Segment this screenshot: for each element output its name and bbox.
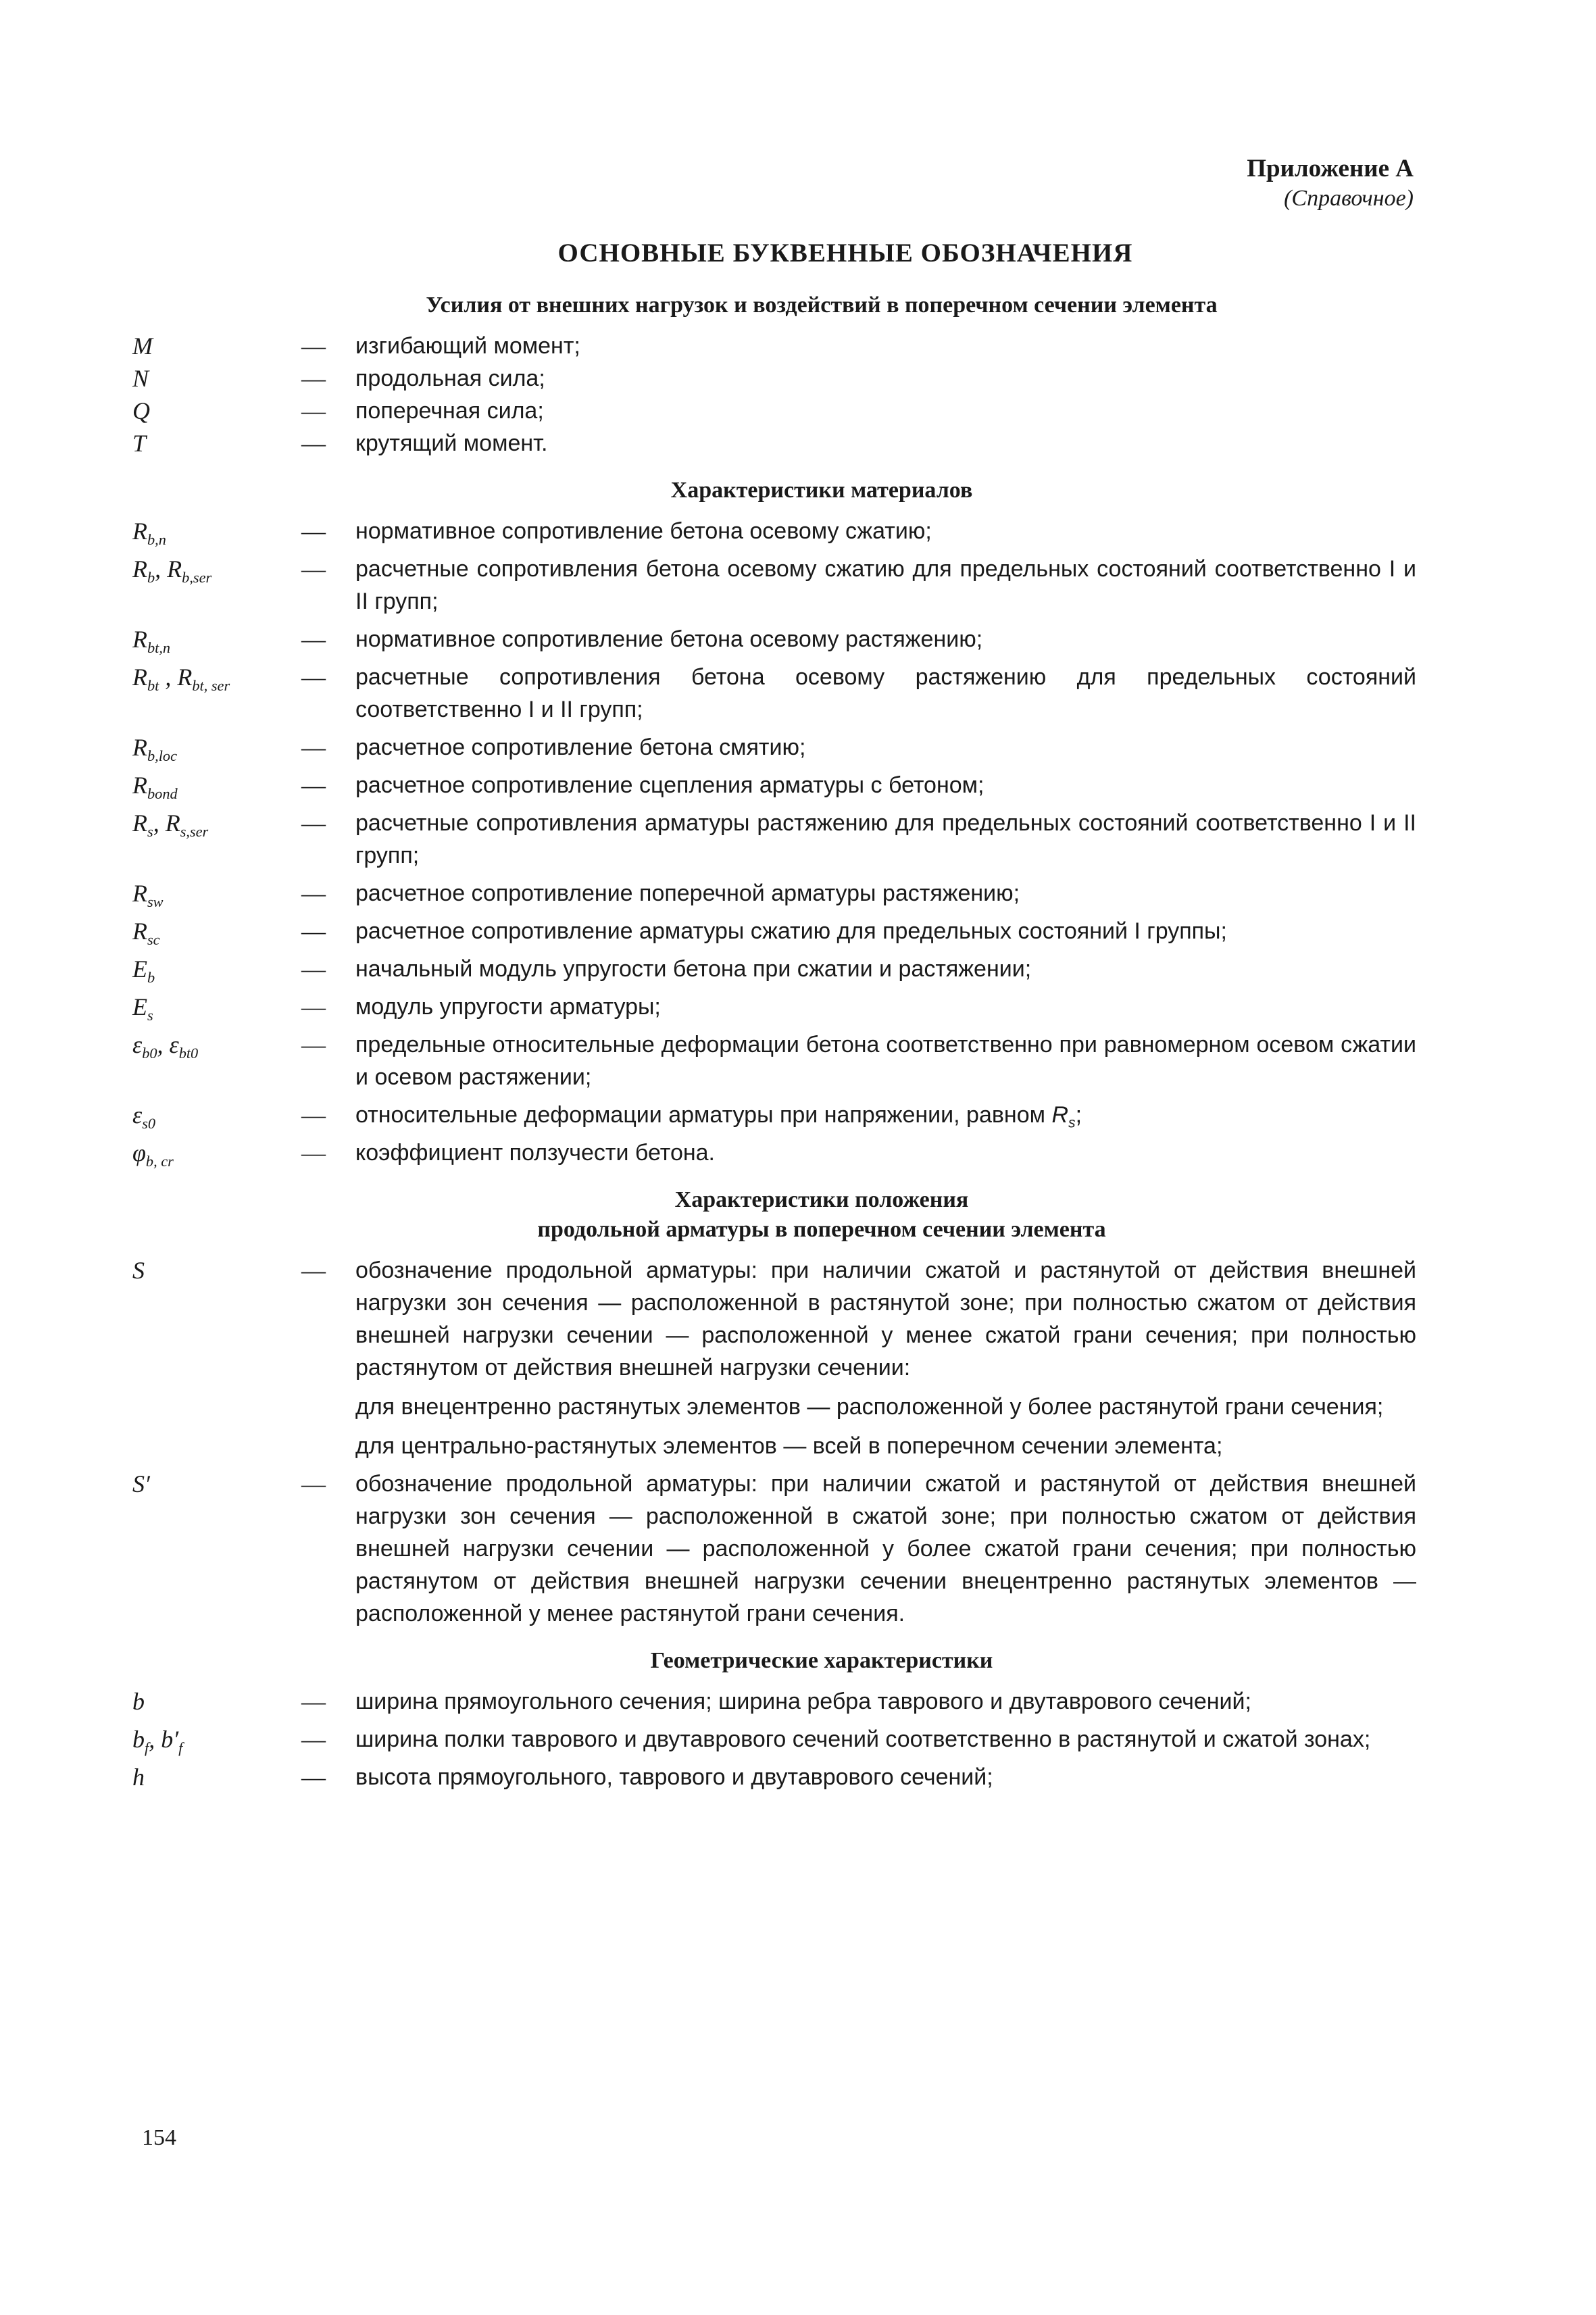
dash: —	[301, 518, 326, 545]
dash: —	[301, 1257, 326, 1284]
symbol: $R_{sw}$	[132, 880, 164, 910]
symbol: S′	[132, 1470, 150, 1497]
symbol: h	[132, 1764, 145, 1791]
description: расчетное сопротивление арматуры сжатию для предельных состояний I группы;	[355, 918, 1227, 944]
description: обозначение продольной арматуры: при наличии сжатой и растянутой от действия внешней нагрузки зон сечения — расположенной в сжатой зоне; при полностью сжатом от действия внешней нагрузки сечении — расположенной у более сжатой грани сечения; при полностью растянутом от действия внешней нагрузки сечении внецентренно растянутых элементов — расположенной у менее растянутой грани сечения.	[355, 1471, 1416, 1626]
symbol: $R_{sc}$	[132, 918, 160, 948]
entry-eps-b0	[132, 1028, 1416, 1093]
entry-q	[132, 395, 1416, 427]
dash: —	[301, 993, 326, 1020]
dash: —	[301, 555, 326, 582]
description: предельные относительные деформации бетона соответственно при равномерном осевом сжатии и осевом растяжении;	[355, 1032, 1416, 1090]
entry-es	[132, 991, 1416, 1023]
description: нормативное сопротивление бетона осевому сжатию;	[355, 518, 932, 544]
symbol: $\varepsilon_{b0}$, $\varepsilon_{bt0}$	[132, 1031, 199, 1062]
symbol: $R_{bt,n}$	[132, 626, 171, 656]
description: расчетное сопротивление поперечной арматуры растяжению;	[355, 880, 1020, 906]
description: ширина полки таврового и двутаврового сечений соответственно в растянутой и сжатой зонах;	[355, 1726, 1371, 1752]
dash: —	[301, 1726, 326, 1753]
description-para2: для центрально-растянутых элементов — всей в поперечном сечении элемента;	[355, 1433, 1223, 1459]
main-title: ОСНОВНЫЕ БУКВЕННЫЕ ОБОЗНАЧЕНИЯ	[557, 239, 1133, 268]
entry-m	[132, 330, 1416, 362]
dash: —	[301, 1688, 326, 1715]
symbol: M	[132, 332, 153, 359]
entry-rb	[132, 553, 1416, 618]
dash: —	[301, 918, 326, 945]
entry-rsw	[132, 877, 1416, 910]
symbol: $R_{bond}$	[132, 772, 178, 802]
description-main: обозначение продольной арматуры: при наличии сжатой и растянутой от действия внешней нагрузки зон сечения — расположенной в растянутой зоне; при полностью сжатом от действия внешней нагрузки сечении — расположенной у менее сжатой грани сечения; при полностью растянутом от действия внешней нагрузки сечении:	[355, 1258, 1416, 1380]
description: расчетные сопротивления бетона осевому сжатию для предельных состояний соответственно I и II групп;	[355, 556, 1416, 614]
description: расчетные сопротивления бетона осевому растяжению для предельных состояний соответственно I и II групп;	[355, 664, 1416, 722]
entry-b	[132, 1685, 1416, 1718]
section-title-line1: Характеристики положения	[674, 1187, 969, 1212]
entry-eps-s0	[132, 1099, 1416, 1131]
description: поперечная сила;	[355, 398, 544, 424]
symbol: N	[132, 365, 149, 392]
entry-rbtn	[132, 623, 1416, 655]
description: модуль упругости арматуры;	[355, 994, 661, 1020]
symbol: $\varphi_{b, cr}$	[132, 1139, 174, 1170]
content	[132, 291, 1416, 1793]
symbol: T	[132, 430, 147, 457]
symbol: $R_s$, $R_{s,ser}$	[132, 810, 209, 840]
dash: —	[301, 1139, 326, 1166]
description: продольная сила;	[355, 366, 545, 391]
entry-bf	[132, 1723, 1416, 1756]
section-title-reinforcement	[132, 1185, 1416, 1245]
appendix-title: Приложение А	[1247, 155, 1414, 182]
description: нормативное сопротивление бетона осевому растяжению;	[355, 626, 983, 652]
section-title-forces: Усилия от внешних нагрузок и воздействий в поперечном сечении элемента	[426, 293, 1218, 318]
symbol: S	[132, 1257, 145, 1284]
description-text: относительные деформации арматуры при напряжении, равном	[355, 1102, 1045, 1128]
symbol: $b_f$, $b'_f$	[132, 1726, 183, 1756]
symbol: $R_{b,loc}$	[132, 734, 177, 764]
dash: —	[301, 1101, 326, 1128]
description: коэффициент ползучести бетона.	[355, 1140, 715, 1166]
entry-rbt	[132, 661, 1416, 726]
entry-s-prime	[132, 1468, 1416, 1630]
dash: —	[301, 430, 326, 457]
entry-phi	[132, 1137, 1416, 1169]
dash: —	[301, 810, 326, 837]
dash: —	[301, 365, 326, 392]
dash: —	[301, 664, 326, 691]
dash: —	[301, 1764, 326, 1791]
symbol: $R_b$, $R_{b,ser}$	[132, 555, 212, 586]
symbol: $\varepsilon_{s0}$	[132, 1101, 156, 1132]
description: расчетное сопротивление бетона смятию;	[355, 735, 806, 760]
description: расчетное сопротивление сцепления арматуры с бетоном;	[355, 772, 984, 798]
entry-t	[132, 427, 1416, 459]
entry-rbn	[132, 515, 1416, 547]
description: крутящий момент.	[355, 430, 548, 456]
symbol: Q	[132, 397, 150, 424]
description	[355, 1254, 1416, 1462]
entry-s	[132, 1254, 1416, 1462]
entry-rbloc	[132, 731, 1416, 764]
symbol: $R_{b,n}$	[132, 518, 166, 548]
entry-eb	[132, 953, 1416, 985]
dash: —	[301, 734, 326, 761]
dash: —	[301, 397, 326, 424]
dash: —	[301, 955, 326, 982]
description: изгибающий момент;	[355, 333, 580, 359]
page-number: 154	[142, 2125, 176, 2150]
description: начальный модуль упругости бетона при сжатии и растяжении;	[355, 956, 1032, 982]
dash: —	[301, 772, 326, 799]
dash: —	[301, 880, 326, 907]
section-title-geometry: Геометрические характеристики	[650, 1648, 993, 1673]
symbol: $E_s$	[132, 993, 153, 1024]
symbol: $E_b$	[132, 955, 155, 986]
symbol: $R_{bt}$ , $R_{bt, ser}$	[132, 664, 230, 694]
entry-n	[132, 362, 1416, 395]
symbol: b	[132, 1688, 145, 1715]
section-title-line2: продольной арматуры в поперечном сечении элемента	[537, 1217, 1106, 1242]
description-para1: для внецентренно растянутых элементов — расположенной у более растянутой грани сечения;	[355, 1394, 1384, 1420]
description: ширина прямоугольного сечения; ширина ребра таврового и двутаврового сечений;	[355, 1689, 1251, 1714]
appendix-subtitle: (Справочное)	[1284, 186, 1414, 211]
dash: —	[301, 332, 326, 359]
description: высота прямоугольного, таврового и двутаврового сечений;	[355, 1764, 993, 1790]
appendix-header	[1247, 154, 1414, 214]
entry-rbond	[132, 769, 1416, 801]
description: расчетные сопротивления арматуры растяжению для предельных состояний соответственно I и II групп;	[355, 810, 1416, 868]
entry-rs	[132, 807, 1416, 872]
dash: —	[301, 1031, 326, 1058]
section-title-materials: Характеристики материалов	[670, 478, 973, 503]
entry-rsc	[132, 915, 1416, 947]
dash: —	[301, 626, 326, 653]
description: относительные деформации арматуры при напряжении, равном $R_s$;	[355, 1102, 1082, 1131]
entry-h	[132, 1761, 1416, 1793]
dash: —	[301, 1470, 326, 1497]
